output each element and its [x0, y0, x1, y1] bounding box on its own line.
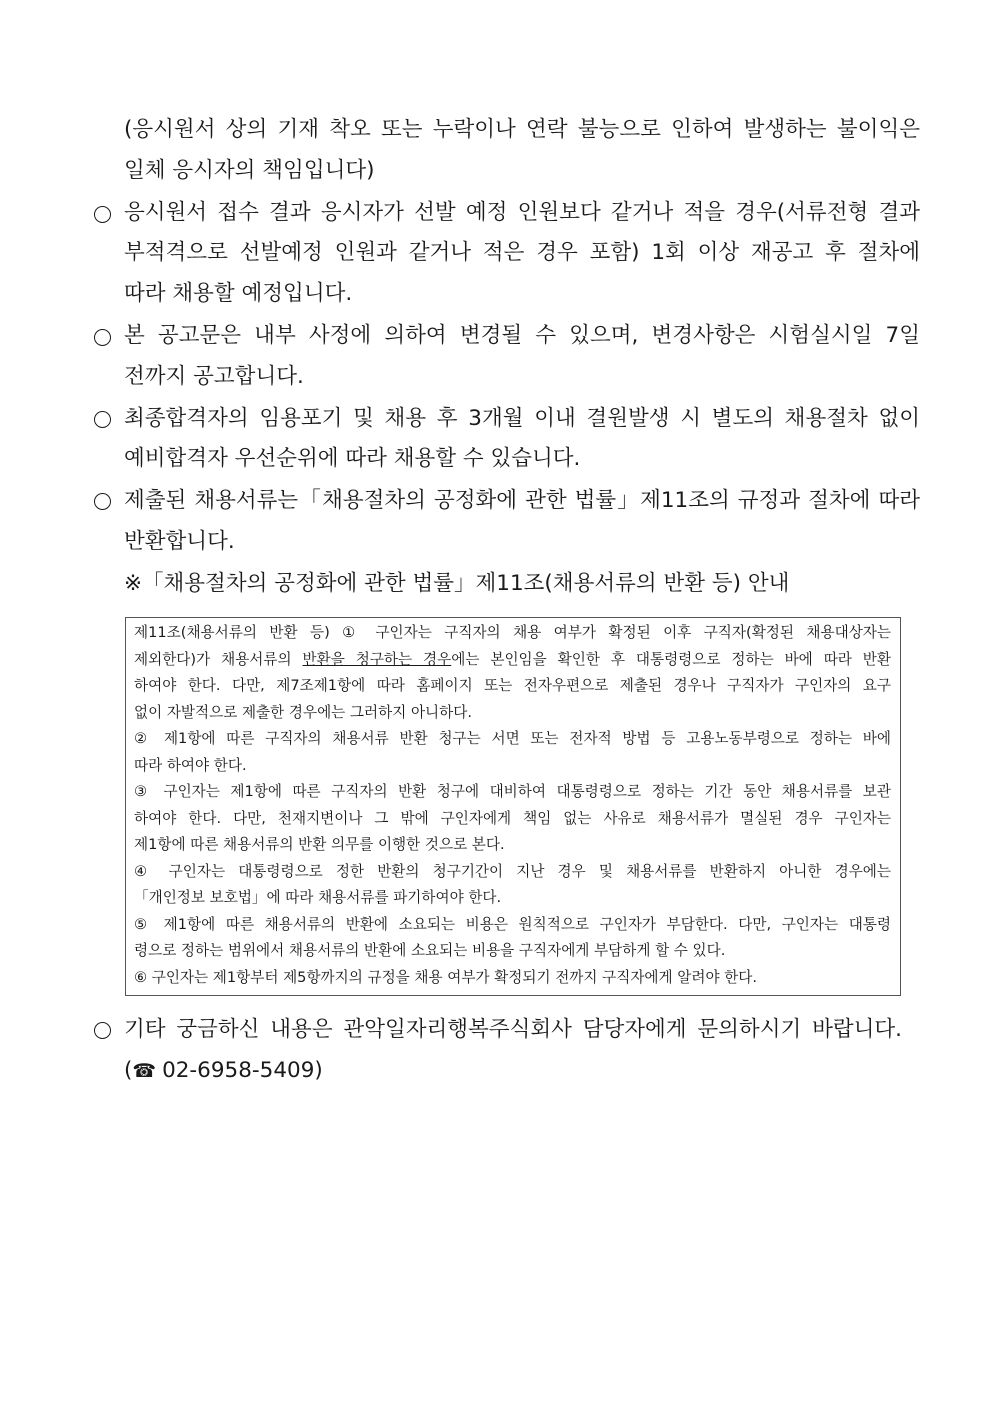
circle-bullet-icon [94, 411, 111, 428]
law-line-4: 없이 자발적으로 제출한 경우에는 그러하지 아니하다. [134, 704, 472, 721]
law-text-box [125, 617, 901, 996]
paragraph-1-line-3: 따라 채용할 예정입니다. [124, 281, 353, 306]
law-line-1: 제11조(채용서류의 반환 등) ① 구인자는 구직자의 채용 여부가 확정된 이후 구직자(확정된 채용대상자는 [134, 624, 891, 641]
law-line-11: 「개인정보 보호법」에 따라 채용서류를 파기하여야 한다. [134, 889, 502, 906]
law-line-9: 제1항에 따른 채용서류의 반환 의무를 이행한 것으로 본다. [134, 836, 505, 853]
circle-bullet-icon [94, 1022, 111, 1039]
law-line-6: 따라 하여야 한다. [134, 757, 247, 774]
contact-phone-number: 02-6958-5409) [162, 1058, 323, 1083]
law-line-14: ⑥ 구인자는 제1항부터 제5항까지의 규정을 채용 여부가 확정되기 전까지 구직자에게 알려야 한다. [134, 969, 758, 986]
law-line-10: ④ 구인자는 대통령령으로 정한 반환의 청구기간이 지난 경우 및 채용서류를 반환하지 아니한 경우에는 [134, 863, 891, 880]
circle-bullet-icon [94, 206, 111, 223]
circle-bullet-icon [94, 493, 111, 510]
law-line-2-underlined: 반환을 청구하는 경우 [302, 651, 452, 668]
paragraph-0-line-1: (응시원서 상의 기재 착오 또는 누락이나 연락 불능으로 인하여 발생하는 불이익은 [124, 117, 920, 142]
paragraph-3-line-1: 최종합격자의 임용포기 및 채용 후 3개월 이내 결원발생 시 별도의 채용절차 없이 [124, 406, 920, 431]
paragraph-4-line-2: 반환합니다. [124, 529, 235, 554]
law-line-2-part-a: 제외한다)가 채용서류의 [134, 651, 303, 668]
law-line-5: ② 제1항에 따른 구직자의 채용서류 반환 청구는 서면 또는 전자적 방법 등 고용노동부령으로 정하는 바에 [134, 730, 891, 747]
law-line-12: ⑤ 제1항에 따른 채용서류의 반환에 소요되는 비용은 원칙적으로 구인자가 부담한다. 다만, 구인자는 대통령 [134, 916, 891, 933]
paragraph-4-line-1: 제출된 채용서류는「채용절차의 공정화에 관한 법률」제11조의 규정과 절차에 따라 [124, 488, 920, 513]
contact-phone [124, 1056, 323, 1086]
paragraph-2-line-1: 본 공고문은 내부 사정에 의하여 변경될 수 있으며, 변경사항은 시험실시일 7일 [124, 323, 920, 348]
phone-icon: ☎ [132, 1060, 157, 1082]
law-line-13: 령으로 정하는 범위에서 채용서류의 반환에 소요되는 비용을 구직자에게 부담하게 할 수 있다. [134, 942, 726, 959]
law-line-3: 하여야 한다. 다만, 제7조제1항에 따라 홈페이지 또는 전자우편으로 제출된 경우나 구직자가 구인자의 요구 [134, 677, 891, 694]
law-line-7: ③ 구인자는 제1항에 따른 구직자의 반환 청구에 대비하여 대통령령으로 정하는 기간 동안 채용서류를 보관 [134, 783, 891, 800]
paragraph-1-line-1: 응시원서 접수 결과 응시자가 선발 예정 인원보다 같거나 적을 경우(서류전형 결과 [124, 200, 920, 225]
paragraph-2-line-2: 전까지 공고합니다. [124, 364, 304, 389]
paragraph-3-line-2: 예비합격자 우선순위에 따라 채용할 수 있습니다. [124, 446, 581, 471]
circle-bullet-icon [94, 329, 111, 346]
law-line-2-part-b: 에는 본인임을 확인한 후 대통령령으로 정하는 바에 따라 반환 [451, 651, 891, 668]
paragraph-5-line-1: 기타 궁금하신 내용은 관악일자리행복주식회사 담당자에게 문의하시기 바랍니다. [124, 1017, 902, 1042]
paragraph-1-line-2: 부적격으로 선발예정 인원과 같거나 적은 경우 포함) 1회 이상 재공고 후 절차에 [124, 240, 920, 265]
contact-phone-open: ( [124, 1058, 133, 1083]
law-line-2 [134, 650, 891, 670]
note-heading: ※「채용절차의 공정화에 관한 법률」제11조(채용서류의 반환 등) 안내 [124, 571, 790, 596]
law-line-8: 하여야 한다. 다만, 천재지변이나 그 밖에 구인자에게 책임 없는 사유로 채용서류가 멸실된 경우 구인자는 [134, 810, 891, 827]
paragraph-0-line-2: 일체 응시자의 책임입니다) [124, 158, 375, 183]
